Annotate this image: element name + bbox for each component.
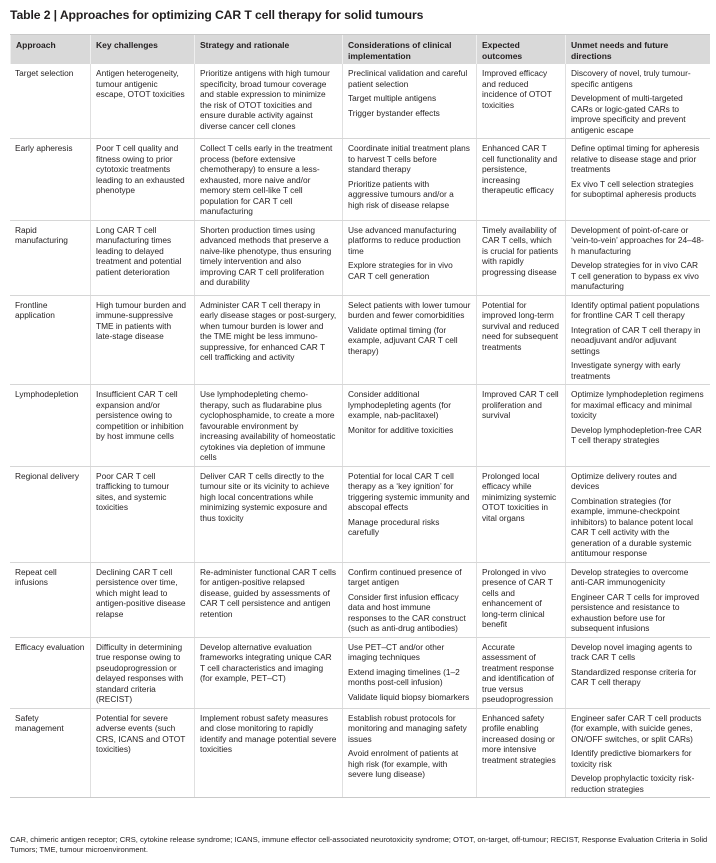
column-header-key-challenges: Key challenges <box>90 35 194 64</box>
cell-item: Standardized response criteria for CAR T cell therapy <box>571 666 697 687</box>
cell-expected-outcomes <box>476 64 565 138</box>
table-row <box>10 709 710 798</box>
cell-item: Implement robust safety measures and close monitoring to rapidly identify and manage potential severe toxicities <box>200 712 337 754</box>
cell-item: Prioritize antigens with high tumour specificity, broad tumour coverage and stable expression to minimize the risk of OTOT toxicities and ensure durable activity against diverse cancer cell clones <box>200 68 330 131</box>
cell-item: Potential for improved long-term survival and reduced need for subsequent treatments <box>482 299 559 352</box>
cell-item: Declining CAR T cell persistence over time, which might lead to antigen-positive disease relapse <box>96 566 186 619</box>
cell-item: Engineer safer CAR T cell products (for example, with suicide genes, ON/OFF switches, or split CARs) <box>571 712 702 744</box>
cell-approach: Safety management <box>15 712 64 733</box>
cell-item: Monitor for additive toxicities <box>348 424 454 435</box>
cell-item: Collect T cells early in the treatment process (before extensive chemotherapy) to ensure a less-exhausted, more naive and/or memory stem cell-like T cell population for CAR T cell manufacturing <box>200 143 333 216</box>
cell-item: Optimize lymphodepletion regimens for maximal efficacy and minimal toxicity <box>571 389 704 420</box>
cell-considerations <box>342 638 476 708</box>
cell-item: Develop novel imaging agents to track CAR T cells <box>571 641 693 662</box>
cell-item: High tumour burden and immune-suppressive TME in patients with late-stage disease <box>96 299 186 341</box>
table-row <box>10 221 710 296</box>
cell-item: Select patients with lower tumour burden and fewer comorbidities <box>348 299 471 320</box>
cell-expected-outcomes <box>476 385 565 466</box>
cell-unmet-needs <box>565 467 710 562</box>
cell-strategy <box>194 709 342 798</box>
cell-unmet-needs <box>565 709 710 798</box>
table-header-row <box>10 35 710 64</box>
cell-item: Poor CAR T cell trafficking to tumour sites, and systemic toxicities <box>96 470 170 512</box>
cell-item: Enhanced safety profile enabling increased dosing or more intensive treatment strategies <box>482 712 556 765</box>
cell-considerations <box>342 221 476 295</box>
cell-item: Re-administer functional CAR T cells for antigen-positive relapsed disease, guided by assessments of CAR T cell persistence and antigen retention <box>200 566 337 619</box>
cell-key-challenges <box>90 638 194 708</box>
cell-expected-outcomes <box>476 638 565 708</box>
cell-item: Coordinate initial treatment plans to harvest T cells before standard therapy <box>348 143 470 174</box>
cell-considerations <box>342 64 476 138</box>
cell-item: Timely availability of CAR T cells, which is crucial for patients with rapidly progressing disease <box>482 224 559 277</box>
cell-item: Administer CAR T cell therapy in early disease stages or post-surgery, when tumour burden is lower and the TME might be less immuno-suppressive, for enhanced CAR T cell trafficking and activity <box>200 299 337 362</box>
cell-key-challenges <box>90 467 194 562</box>
cell-key-challenges <box>90 563 194 637</box>
cell-item: Development of multi-targeted CARs or logic-gated CARs to improve specificity and prevent antigenic escape <box>571 93 686 135</box>
cell-item: Consider additional lymphodepleting agents (for example, nab-paclitaxel) <box>348 389 451 420</box>
cell-item: Prolonged local efficacy while minimizing systemic OTOT toxicities in vital organs <box>482 470 557 523</box>
cell-considerations <box>342 563 476 637</box>
cell-item: Extend imaging timelines (1–2 months post-cell infusion) <box>348 666 460 687</box>
table-row <box>10 64 710 139</box>
cell-unmet-needs <box>565 296 710 385</box>
cell-unmet-needs <box>565 385 710 466</box>
cell-strategy <box>194 467 342 562</box>
table-row <box>10 296 710 386</box>
table-row <box>10 467 710 563</box>
cell-item: Poor T cell quality and fitness owing to prior cytotoxic treatments leading to an exhausted phenotype <box>96 143 185 195</box>
table-row <box>10 638 710 709</box>
cell-strategy <box>194 638 342 708</box>
cell-item: Use PET–CT and/or other imaging techniques <box>348 641 445 662</box>
cell-item: Prolonged in vivo presence of CAR T cells and enhancement of long-term clinical benefit <box>482 566 553 629</box>
cell-approach: Frontline application <box>15 299 55 320</box>
column-header-considerations: Considerations of clinical implementation <box>342 35 476 64</box>
cell-item: Confirm continued presence of target antigen <box>348 566 462 587</box>
cell-item: Prioritize patients with aggressive tumours and/or a high risk of disease relapse <box>348 178 454 210</box>
cell-item: Develop alternative evaluation frameworks integrating unique CAR T cell characteristics and imaging (for example, PET–CT) <box>200 641 332 683</box>
cell-unmet-needs <box>565 638 710 708</box>
cell-expected-outcomes <box>476 296 565 385</box>
cell-expected-outcomes <box>476 709 565 798</box>
cell-item: Integration of CAR T cell therapy in neoadjuvant and/or adjuvant settings <box>571 324 701 356</box>
cell-strategy <box>194 64 342 138</box>
table-title: Table 2 | Approaches for optimizing CAR T cell therapy for solid tumours <box>10 8 424 22</box>
cell-item: Potential for severe adverse events (such CRS, ICANS and OTOT toxicities) <box>96 712 186 754</box>
cell-item: Avoid enrolment of patients at high risk (for example, with severe lung disease) <box>348 748 459 779</box>
cell-item: Explore strategies for in vivo CAR T cell generation <box>348 260 453 281</box>
cell-item: Validate optimal timing (for example, adjuvant CAR T cell therapy) <box>348 324 458 356</box>
cell-item: Investigate synergy with early treatments <box>571 360 681 381</box>
cell-item: Shorten production times using advanced methods that preserve a naive-like phenotype, thus ensuring timely intervention and also improving CAR T cell proliferation and durability <box>200 224 332 287</box>
cell-item: Insufficient CAR T cell expansion and/or persistence owing to competition or inhibition by host immune cells <box>96 389 184 441</box>
column-header-strategy: Strategy and rationale <box>194 35 342 64</box>
cell-considerations <box>342 139 476 220</box>
cell-item: Identify optimal patient populations for frontline CAR T cell therapy <box>571 299 700 320</box>
cell-considerations <box>342 709 476 798</box>
cell-item: Develop lymphodepletion-free CAR T cell therapy strategies <box>571 424 702 445</box>
cell-item: Consider first infusion efficacy data and host immune responses to the CAR construct (such as anti-drug antibodies) <box>348 591 466 633</box>
cell-item: Use lymphodepleting chemo-therapy, such as fludarabine plus cyclophosphamide, to create a more favourable environment by increasing availability of homeostatic cytokines via depletion of immune cells <box>200 389 336 462</box>
cell-item: Manage procedural risks carefully <box>348 516 440 537</box>
cell-item: Improved efficacy and reduced incidence of OTOT toxicities <box>482 68 552 110</box>
cell-item: Antigen heterogeneity, tumour antigenic escape, OTOT toxicities <box>96 68 185 99</box>
cell-item: Develop strategies for in vivo CAR T cell generation to bypass ex vivo manufacturing <box>571 260 699 291</box>
cell-item: Develop prophylactic toxicity risk-reduction strategies <box>571 773 695 794</box>
cell-key-challenges <box>90 64 194 138</box>
cell-item: Engineer CAR T cells for improved persistence and resistance to exhaustion before use for subsequent infusions <box>571 591 700 633</box>
cell-expected-outcomes <box>476 221 565 295</box>
cell-item: Accurate assessment of treatment response and identification of true versus pseudoprogression <box>482 641 554 704</box>
table-row <box>10 139 710 221</box>
cell-key-challenges <box>90 139 194 220</box>
cell-approach: Rapid manufacturing <box>15 224 68 245</box>
cell-item: Improved CAR T cell proliferation and survival <box>482 389 559 420</box>
cell-item: Ex vivo T cell selection strategies for suboptimal apheresis products <box>571 178 697 199</box>
cell-item: Validate liquid biopsy biomarkers <box>348 691 470 702</box>
cell-item: Discovery of novel, truly tumour-specific antigens <box>571 68 691 89</box>
cell-strategy <box>194 563 342 637</box>
table-row <box>10 385 710 467</box>
cell-item: Potential for local CAR T cell therapy as a ‘key ignition’ for triggering systemic immunity and abscopal effects <box>348 470 470 512</box>
cell-considerations <box>342 296 476 385</box>
cell-key-challenges <box>90 709 194 798</box>
cell-strategy <box>194 296 342 385</box>
cell-unmet-needs <box>565 139 710 220</box>
cell-item: Identify predictive biomarkers for toxicity risk <box>571 748 692 769</box>
cell-unmet-needs <box>565 563 710 637</box>
cell-item: Deliver CAR T cells directly to the tumour site or its vicinity to achieve high local concentrations while minimizing systemic exposure and thus toxicity <box>200 470 330 523</box>
cell-strategy <box>194 139 342 220</box>
table-row <box>10 563 710 638</box>
cell-item: Optimize delivery routes and devices <box>571 470 677 491</box>
cell-strategy <box>194 385 342 466</box>
cell-considerations <box>342 385 476 466</box>
cell-item: Preclinical validation and careful patient selection <box>348 68 468 89</box>
cell-item: Combination strategies (for example, immune-checkpoint inhibitors) to balance potent local CAR T cell activity with the generation of a durable systemic antitumour response <box>571 495 693 558</box>
cell-expected-outcomes <box>476 139 565 220</box>
cell-expected-outcomes <box>476 563 565 637</box>
cell-expected-outcomes <box>476 467 565 562</box>
cell-approach: Efficacy evaluation <box>15 641 85 652</box>
cell-item: Define optimal timing for apheresis relative to disease stage and prior treatments <box>571 143 700 174</box>
cell-item: Long CAR T cell manufacturing times leading to delayed treatment and potential patient deterioration <box>96 224 182 277</box>
cell-item: Development of point-of-care or ‘vein-to-vein’ approaches for 24–48-h manufacturing <box>571 224 704 256</box>
cell-unmet-needs <box>565 221 710 295</box>
cell-approach: Target selection <box>15 68 74 78</box>
cell-item: Use advanced manufacturing platforms to reduce production time <box>348 224 461 256</box>
cell-key-challenges <box>90 385 194 466</box>
cell-key-challenges <box>90 296 194 385</box>
cell-approach: Regional delivery <box>15 470 80 481</box>
cell-strategy <box>194 221 342 295</box>
cell-item: Target multiple antigens <box>348 93 437 103</box>
cell-item: Enhanced CAR T cell functionality and persistence, increasing therapeutic efficacy <box>482 143 558 195</box>
table-footnote: CAR, chimeric antigen receptor; CRS, cytokine release syndrome; ICANS, immune effector cell-associated neurotoxicity syndrome; OTOT, on-target, off-tumour; RECIST, Response Evaluation Criteria in Solid Tumors; TME, tumour microenvironment. <box>10 835 708 854</box>
column-header-unmet-needs: Unmet needs and future directions <box>565 35 710 64</box>
cell-item: Difficulty in determining true response owing to pseudoprogression or delayed responses with standard criteria (RECIST) <box>96 641 184 704</box>
cell-item: Develop strategies to overcome anti-CAR immunogenicity <box>571 566 689 587</box>
cell-item: Trigger bystander effects <box>348 107 440 118</box>
approaches-table <box>10 34 710 798</box>
table-body <box>10 64 710 797</box>
cell-considerations <box>342 467 476 562</box>
cell-approach: Repeat cell infusions <box>15 566 57 587</box>
cell-approach: Lymphodepletion <box>15 389 79 399</box>
column-header-expected-outcomes: Expected outcomes <box>476 35 565 64</box>
cell-approach: Early apheresis <box>15 143 73 153</box>
column-header-approach: Approach <box>10 35 90 64</box>
cell-unmet-needs <box>565 64 710 138</box>
cell-item: Establish robust protocols for monitoring and managing safety issues <box>348 712 467 744</box>
cell-key-challenges <box>90 221 194 295</box>
